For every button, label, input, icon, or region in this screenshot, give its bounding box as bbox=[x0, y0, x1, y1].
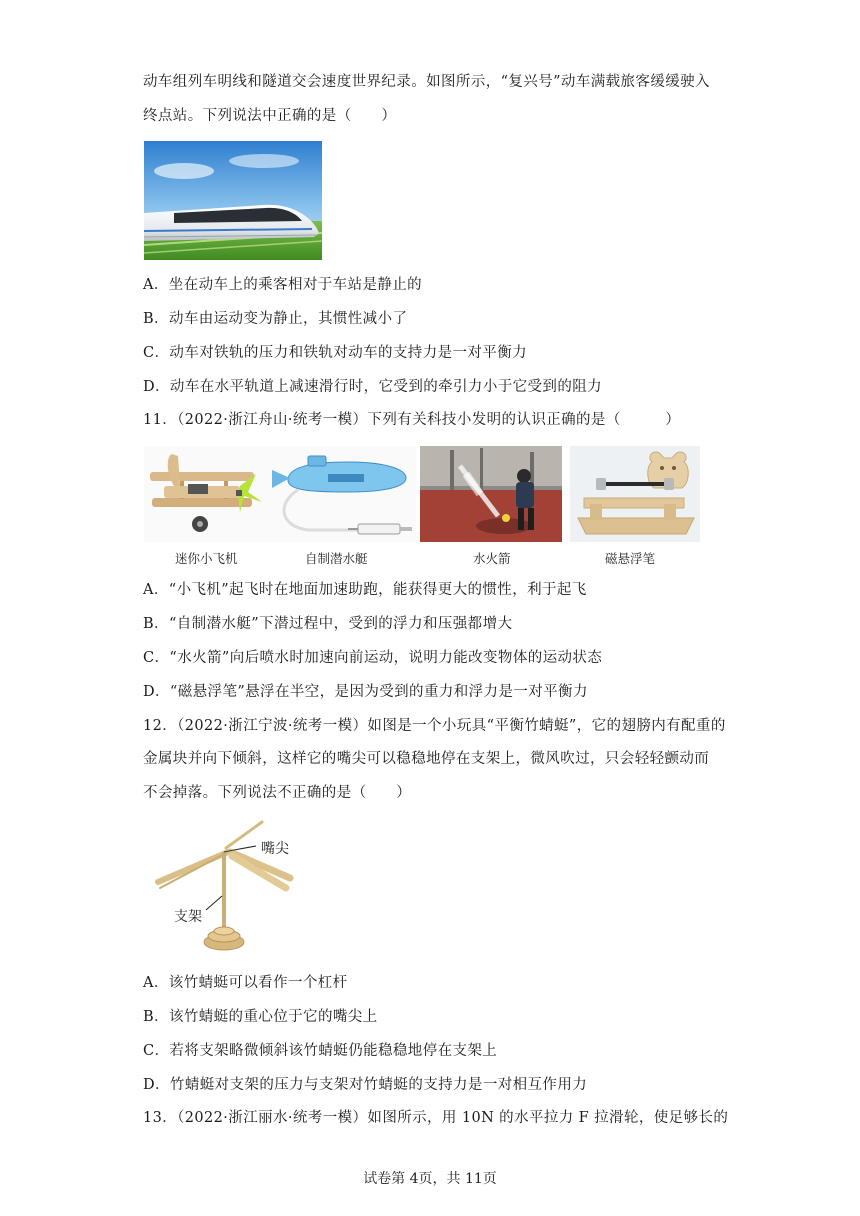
caption-submarine: 自制潜水艇 bbox=[305, 551, 368, 566]
caption-water-rocket: 水火箭 bbox=[473, 551, 511, 566]
q10-stem-line1: 动车组列车明线和隧道交会速度世界纪录。如图所示，“复兴号”动车满载旅客缓缓驶入 bbox=[143, 74, 710, 90]
maglev-pen-image bbox=[570, 446, 700, 542]
mini-plane-image bbox=[144, 446, 268, 542]
q12-stem-line1: 12．（2022·浙江宁波·统考一模）如图是一个小玩具“平衡竹蜻蜓”，它的翅膀内有配重的 bbox=[143, 718, 726, 734]
q12-option-d: D．竹蜻蜓对支架的压力与支架对竹蜻蜓的支持力是一对相互作用力 bbox=[143, 1077, 588, 1093]
q10-option-b: B．动车由运动变为静止，其惯性减小了 bbox=[143, 311, 408, 327]
q10-stem-line2: 终点站。下列说法中正确的是（ ） bbox=[143, 108, 397, 124]
q10-option-d: D．动车在水平轨道上减速滑行时，它受到的牵引力小于它受到的阻力 bbox=[143, 379, 603, 395]
q10-option-a: A．坐在动车上的乘客相对于车站是静止的 bbox=[143, 277, 423, 293]
q12-option-c: C．若将支架略微倾斜该竹蜻蜓仍能稳稳地停在支架上 bbox=[143, 1043, 498, 1059]
q12-option-b: B．该竹蜻蜓的重心位于它的嘴尖上 bbox=[143, 1009, 378, 1025]
caption-mini-plane: 迷你小飞机 bbox=[175, 551, 238, 566]
q10-option-c: C．动车对铁轨的压力和铁轨对动车的支持力是一对平衡力 bbox=[143, 345, 527, 361]
q12-stem-line2: 金属块并向下倾斜，这样它的嘴尖可以稳稳地停在支架上，微风吹过，只会轻轻颤动而 bbox=[143, 751, 710, 767]
water-rocket-image bbox=[420, 446, 562, 542]
page-footer: 试卷第 4页，共 11页 bbox=[363, 1171, 497, 1187]
label-stand: 支架 bbox=[174, 909, 202, 925]
train-photo bbox=[144, 141, 322, 260]
caption-maglev-pen: 磁悬浮笔 bbox=[605, 551, 656, 566]
label-beak-tip: 嘴尖 bbox=[261, 841, 289, 857]
q13-stem: 13．（2022·浙江丽水·统考一模）如图所示，用 10N 的水平拉力 F 拉滑轮，使足够长的 bbox=[143, 1110, 729, 1126]
q11-option-b: B．“自制潜水艇”下潜过程中，受到的浮力和压强都增大 bbox=[143, 616, 513, 632]
q12-option-a: A．该竹蜻蜓可以看作一个杠杆 bbox=[143, 975, 348, 991]
q11-stem: 11．（2022·浙江舟山·统考一模）下列有关科技小发明的认识正确的是（ ） bbox=[143, 412, 681, 428]
q12-stem-line3: 不会掉落。下列说法不正确的是（ ） bbox=[143, 785, 412, 801]
q11-option-a: A．“小飞机”起飞时在地面加速助跑，能获得更大的惯性，利于起飞 bbox=[143, 582, 587, 598]
q11-option-d: D．“磁悬浮笔”悬浮在半空，是因为受到的重力和浮力是一对平衡力 bbox=[143, 684, 588, 700]
submarine-image bbox=[268, 446, 416, 542]
q11-option-c: C．“水火箭”向后喷水时加速向前运动，说明力能改变物体的运动状态 bbox=[143, 650, 603, 666]
